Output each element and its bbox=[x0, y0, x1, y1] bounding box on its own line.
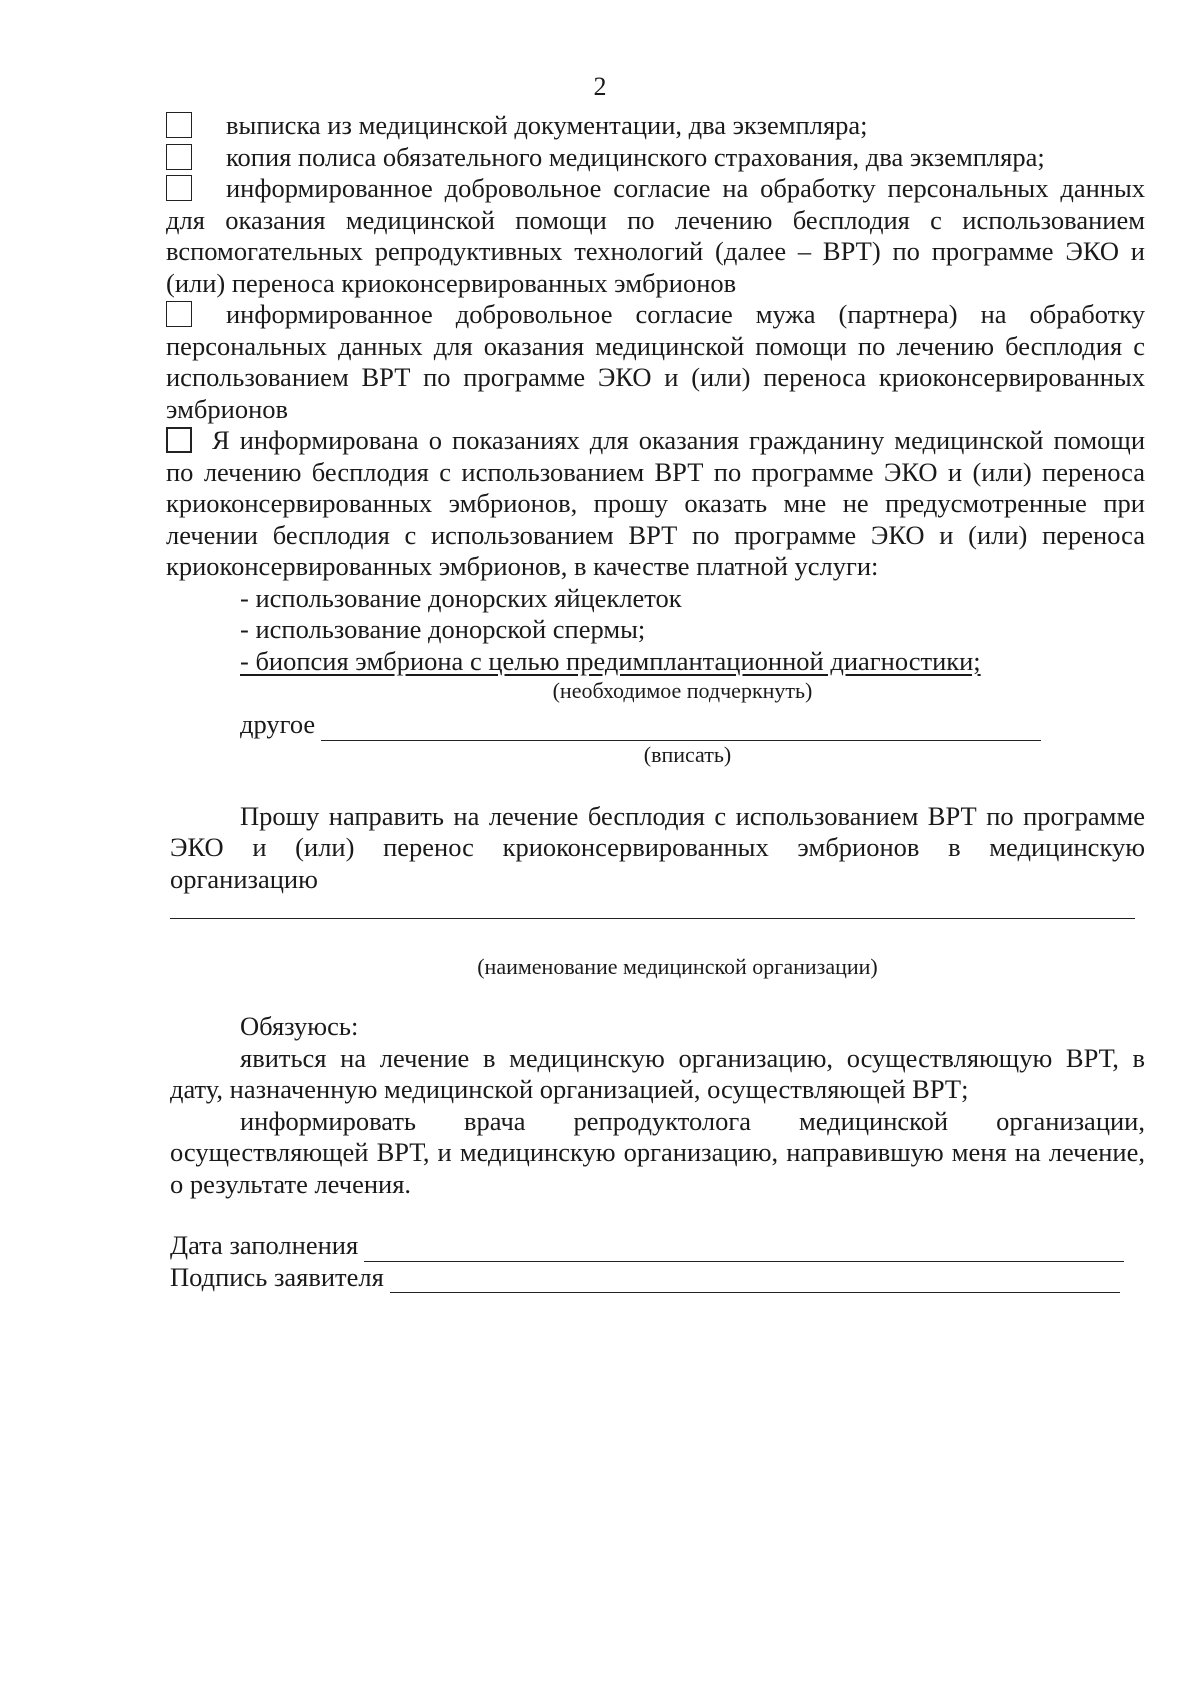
organization-hint: (наименование медицинской организации) bbox=[477, 954, 878, 979]
obligation-inform bbox=[170, 1106, 1145, 1201]
checklist-item-text: Я информирована о показаниях для оказания гражданину медицинской помощи по лечению бесплодия с использованием ВРТ по программе ЭКО и (или) переноса криоконсервированных эмбрионов, прошу оказать мне не предусмотренные при лечении бесплодия с использованием ВРТ по программе ЭКО и (или) переноса криоконсервированных эмбрионов, в качестве платной услуги: bbox=[166, 425, 1145, 581]
checkbox[interactable] bbox=[166, 301, 192, 327]
date-label: Дата заполнения bbox=[170, 1230, 359, 1260]
signature-row bbox=[170, 1262, 1145, 1294]
paid-service-embryo-biopsy-text: - биопсия эмбриона с целью предимплантационной диагностики; bbox=[240, 645, 981, 676]
checklist-item-text: выписка из медицинской документации, два экземпляра; bbox=[226, 110, 868, 140]
checklist-item-personal-data-consent bbox=[166, 173, 1145, 299]
other-input-line[interactable] bbox=[321, 716, 1041, 741]
other-label: другое bbox=[240, 709, 316, 739]
checkbox[interactable] bbox=[166, 175, 192, 201]
organization-name-line[interactable] bbox=[170, 917, 1135, 919]
checklist-item-policy-copy bbox=[166, 142, 1145, 174]
checklist-item-text: информированное добровольное согласие на обработку персональных данных для оказания медицинской помощи по лечению бесплодия с использованием вспомогательных репродуктивных технологий (далее – ВРТ) по программе ЭКО и (или) переноса криоконсервированных эмбрионов bbox=[166, 173, 1145, 298]
checkbox[interactable] bbox=[166, 144, 192, 170]
date-row bbox=[170, 1230, 1145, 1262]
request-text: Прошу направить на лечение бесплодия с использованием ВРТ по программе ЭКО и (или) перенос криоконсервированных эмбрионов в медицинскую организацию bbox=[170, 800, 1145, 894]
obligation-attend-text: явиться на лечение в медицинскую организацию, осуществляющую ВРТ, в дату, назначенную медицинской организацией, осуществляющей ВРТ; bbox=[170, 1042, 1145, 1104]
paid-service-donor-eggs: - использование донорских яйцеклеток bbox=[240, 582, 682, 613]
other-hint: (вписать) bbox=[643, 741, 732, 767]
signature-label: Подпись заявителя bbox=[170, 1261, 384, 1292]
checklist-item-paid-services bbox=[166, 425, 1145, 583]
checklist-item-text: информированное добровольное согласие мужа (партнера) на обработку персональных данных для оказания медицинской помощи по лечению бесплодия с использованием ВРТ по программе ЭКО и (или) переноса криоконсервированных эмбрионов bbox=[166, 299, 1145, 424]
underline-hint: (необходимое подчеркнуть) bbox=[552, 678, 813, 703]
checkbox[interactable] bbox=[166, 112, 192, 138]
request-paragraph bbox=[170, 801, 1145, 896]
paid-service-embryo-biopsy bbox=[170, 646, 1145, 678]
page-number: 2 bbox=[593, 72, 607, 101]
checklist-item-partner-consent bbox=[166, 299, 1145, 425]
other-row bbox=[170, 709, 1145, 741]
checklist-item-extract bbox=[166, 110, 1145, 142]
obligation-attend bbox=[170, 1043, 1145, 1106]
paid-service-donor-sperm: - использование донорской спермы; bbox=[240, 614, 646, 644]
obligation-heading: Обязуюсь: bbox=[240, 1011, 359, 1041]
form-body bbox=[166, 110, 1145, 1293]
date-input-line[interactable] bbox=[364, 1237, 1124, 1262]
checkbox[interactable] bbox=[166, 427, 192, 453]
obligation-inform-text: информировать врача репродуктолога медицинской организации, осуществляющей ВРТ, и медицинскую организацию, направившую меня на лечение, о результате лечения. bbox=[170, 1105, 1145, 1199]
checklist-item-text: копия полиса обязательного медицинского страхования, два экземпляра; bbox=[226, 141, 1045, 172]
signature-input-line[interactable] bbox=[390, 1268, 1120, 1293]
